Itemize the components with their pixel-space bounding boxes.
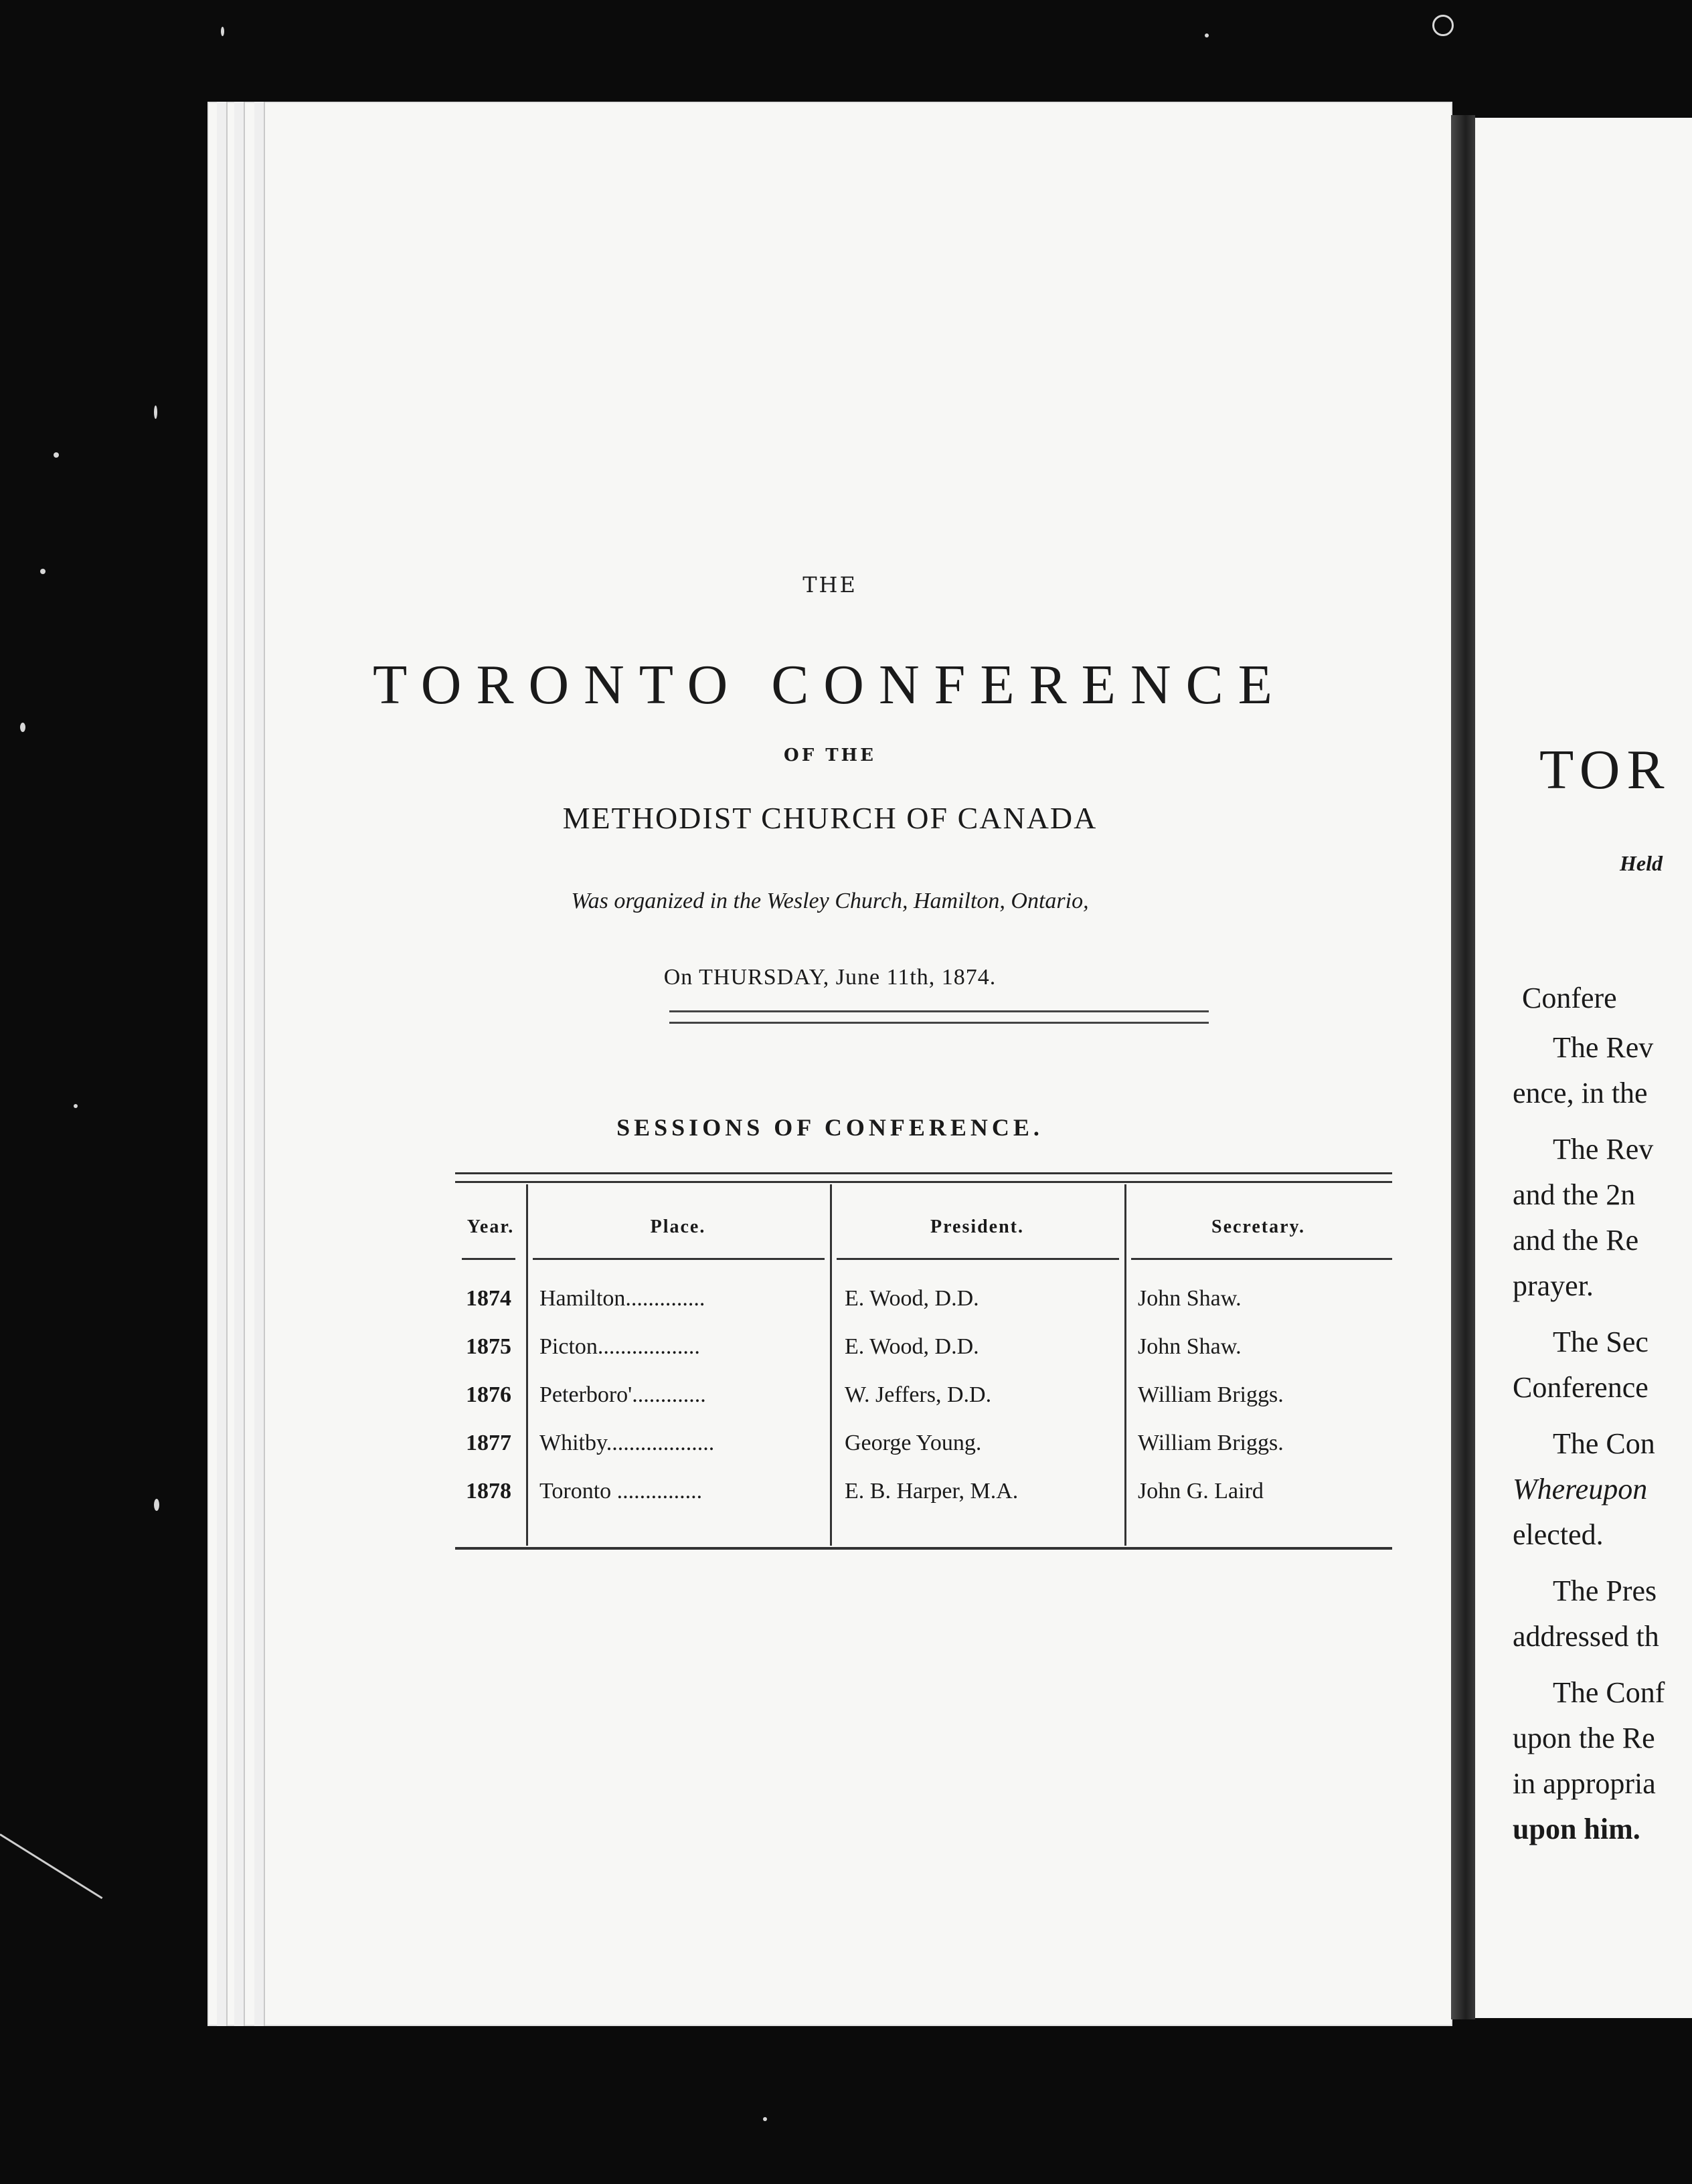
cell-year: 1876 — [466, 1382, 511, 1407]
right-page-title: TOR — [1539, 739, 1671, 801]
header-place: Place. — [650, 1216, 706, 1237]
table-bottom-rule — [455, 1547, 1392, 1550]
cell-president: E. B. Harper, M.A. — [845, 1479, 1019, 1504]
page-edge — [217, 102, 228, 2026]
text-line: The Rev — [1553, 1031, 1654, 1064]
cell-secretary: John G. Laird — [1138, 1479, 1264, 1504]
header-rule — [533, 1258, 825, 1260]
page-title: TORONTO CONFERENCE — [373, 654, 1287, 716]
cell-place: Toronto ............... — [539, 1479, 703, 1504]
column-divider — [1124, 1184, 1126, 1546]
film-speck — [1205, 33, 1209, 37]
cell-secretary: William Briggs. — [1138, 1382, 1284, 1407]
header-rule — [837, 1258, 1119, 1260]
text-line: Confere — [1522, 982, 1617, 1014]
text-line: prayer. — [1513, 1269, 1594, 1302]
text-line: ence, in the — [1513, 1077, 1648, 1109]
header-year: Year. — [467, 1216, 515, 1237]
page-edge — [254, 102, 265, 2026]
cell-president: E. Wood, D.D. — [845, 1334, 979, 1359]
cell-secretary: William Briggs. — [1138, 1431, 1284, 1455]
book-binding — [1451, 115, 1475, 2019]
header-secretary: Secretary. — [1211, 1216, 1305, 1237]
cell-year: 1878 — [466, 1479, 511, 1504]
header-president: President. — [930, 1216, 1025, 1237]
date-line: On THURSDAY, June 11th, 1874. — [663, 965, 997, 990]
text-line: The Con — [1553, 1427, 1655, 1460]
film-scratch — [0, 1833, 102, 1899]
film-speck — [1432, 15, 1454, 36]
cell-place: Hamilton.............. — [539, 1286, 705, 1311]
cell-president: George Young. — [845, 1431, 982, 1455]
left-page — [207, 102, 1452, 2026]
text-line: The Sec — [1553, 1326, 1648, 1358]
text-line: upon the Re — [1513, 1722, 1655, 1754]
film-speck — [20, 723, 25, 732]
text-line: The Pres — [1553, 1574, 1657, 1607]
column-divider — [830, 1184, 832, 1546]
film-speck — [74, 1104, 78, 1108]
page-edge — [234, 102, 245, 2026]
text-line: in appropria — [1513, 1767, 1656, 1800]
text-line: and the 2n — [1513, 1178, 1636, 1211]
text-line: and the Re — [1513, 1224, 1639, 1257]
cell-president: W. Jeffers, D.D. — [845, 1382, 992, 1407]
cell-secretary: John Shaw. — [1138, 1286, 1242, 1311]
header-rule — [1131, 1258, 1392, 1260]
text-line: addressed th — [1513, 1620, 1659, 1653]
text-line: The Conf — [1553, 1676, 1665, 1709]
text-line: The Rev — [1553, 1133, 1654, 1166]
of-the-label: OF THE — [784, 745, 876, 765]
cell-year: 1877 — [466, 1431, 511, 1455]
text-line: elected. — [1513, 1518, 1604, 1551]
cell-president: E. Wood, D.D. — [845, 1286, 979, 1311]
text-line: Conference — [1513, 1371, 1648, 1404]
cell-place: Peterboro'............. — [539, 1382, 706, 1407]
right-page — [1475, 118, 1692, 2018]
cell-place: Whitby................... — [539, 1431, 715, 1455]
column-divider — [526, 1184, 528, 1546]
decorative-double-rule — [669, 1010, 1209, 1024]
cell-year: 1875 — [466, 1334, 511, 1359]
film-speck — [54, 452, 59, 458]
text-line: Whereupon — [1513, 1473, 1648, 1506]
film-speck — [763, 2117, 767, 2121]
film-speck — [221, 27, 224, 36]
text-line: upon him. — [1513, 1813, 1640, 1845]
cell-year: 1874 — [466, 1286, 511, 1311]
right-page-held: Held — [1620, 851, 1663, 875]
film-speck — [40, 569, 46, 574]
header-rule — [462, 1258, 515, 1260]
film-speck — [154, 405, 157, 419]
cell-place: Picton.................. — [539, 1334, 700, 1359]
the-label: THE — [802, 572, 857, 598]
cell-secretary: John Shaw. — [1138, 1334, 1242, 1359]
table-top-rule — [455, 1172, 1392, 1183]
film-speck — [154, 1499, 159, 1511]
sessions-heading: SESSIONS OF CONFERENCE. — [616, 1114, 1043, 1141]
organized-line: Was organized in the Wesley Church, Hamilton, Ontario, — [571, 889, 1089, 913]
church-name: METHODIST CHURCH OF CANADA — [562, 801, 1098, 835]
